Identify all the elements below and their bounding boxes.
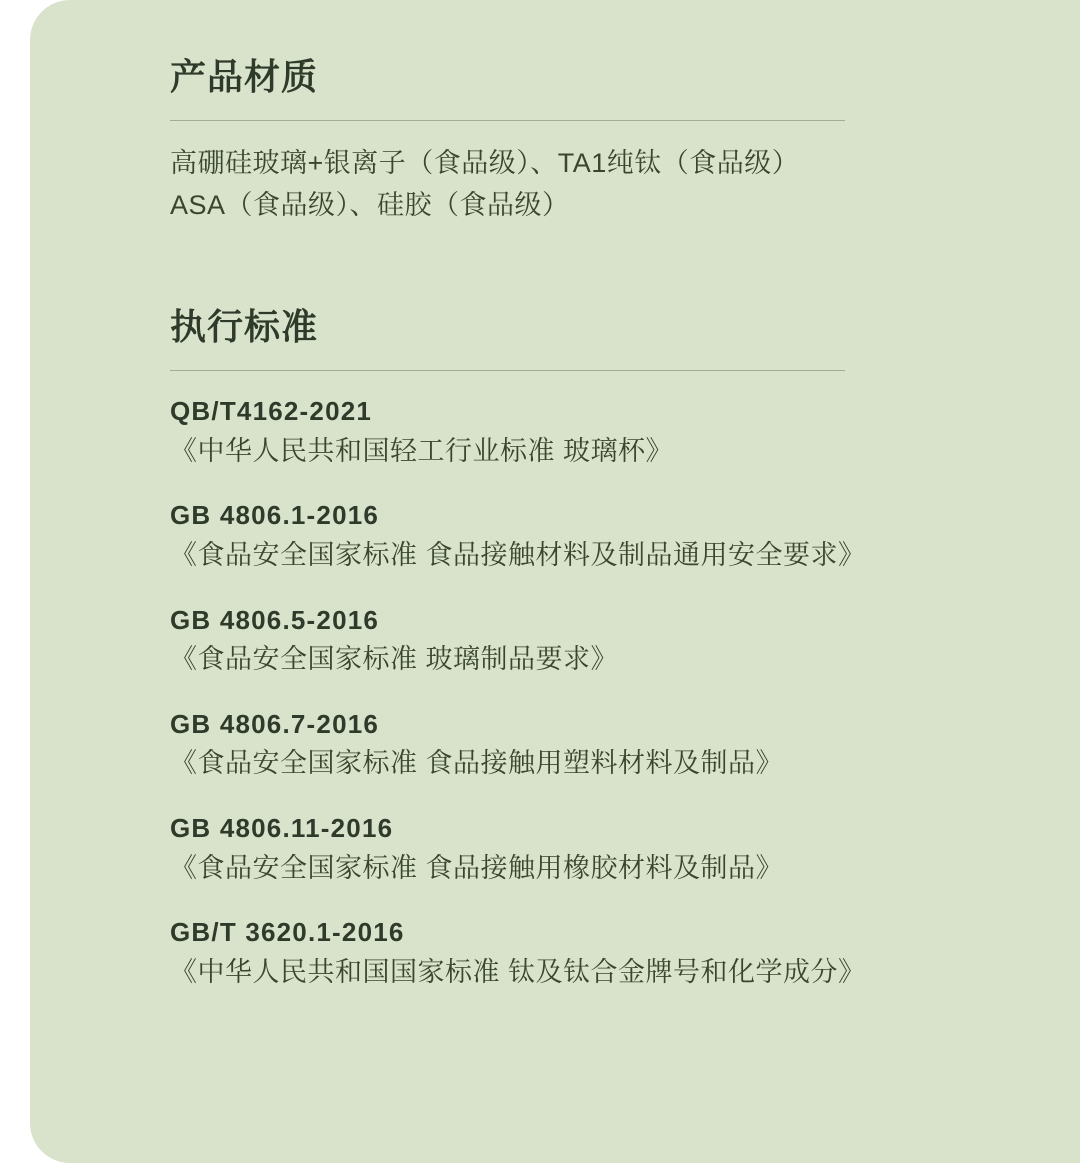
standard-item — [170, 706, 1000, 784]
standard-item — [170, 497, 1000, 575]
standard-name: 《食品安全国家标准 食品接触用橡胶材料及制品》 — [170, 852, 784, 883]
standard-item — [170, 393, 1000, 471]
standard-code: GB 4806.1-2016 — [170, 500, 380, 531]
standards-section — [170, 305, 1000, 1018]
standard-item — [170, 810, 1000, 888]
standard-item — [170, 914, 1000, 992]
spec-card — [30, 0, 1080, 1163]
materials-divider — [170, 120, 845, 121]
standard-item — [170, 602, 1000, 680]
standard-name: 《食品安全国家标准 食品接触用塑料材料及制品》 — [170, 748, 784, 779]
standard-name: 《中华人民共和国国家标准 钛及钛合金牌号和化学成分》 — [170, 956, 866, 987]
materials-line: 高硼硅玻璃+银离子（食品级）、TA1纯钛（食品级） — [170, 148, 800, 179]
standard-name: 《食品安全国家标准 玻璃制品要求》 — [170, 644, 619, 675]
standard-code: GB/T 3620.1-2016 — [170, 917, 405, 948]
standard-name: 《食品安全国家标准 食品接触材料及制品通用安全要求》 — [170, 540, 866, 571]
standards-divider — [170, 370, 845, 371]
standard-code: QB/T4162-2021 — [170, 396, 373, 427]
materials-section — [170, 55, 1000, 227]
materials-title: 产品材质 — [170, 56, 319, 97]
standards-title: 执行标准 — [170, 306, 319, 347]
standard-code: GB 4806.7-2016 — [170, 708, 380, 739]
standard-name: 《中华人民共和国轻工行业标准 玻璃杯》 — [170, 435, 674, 466]
standard-code: GB 4806.11-2016 — [170, 812, 394, 843]
materials-line: ASA（食品级）、硅胶（食品级） — [170, 190, 570, 221]
standard-code: GB 4806.5-2016 — [170, 604, 380, 635]
